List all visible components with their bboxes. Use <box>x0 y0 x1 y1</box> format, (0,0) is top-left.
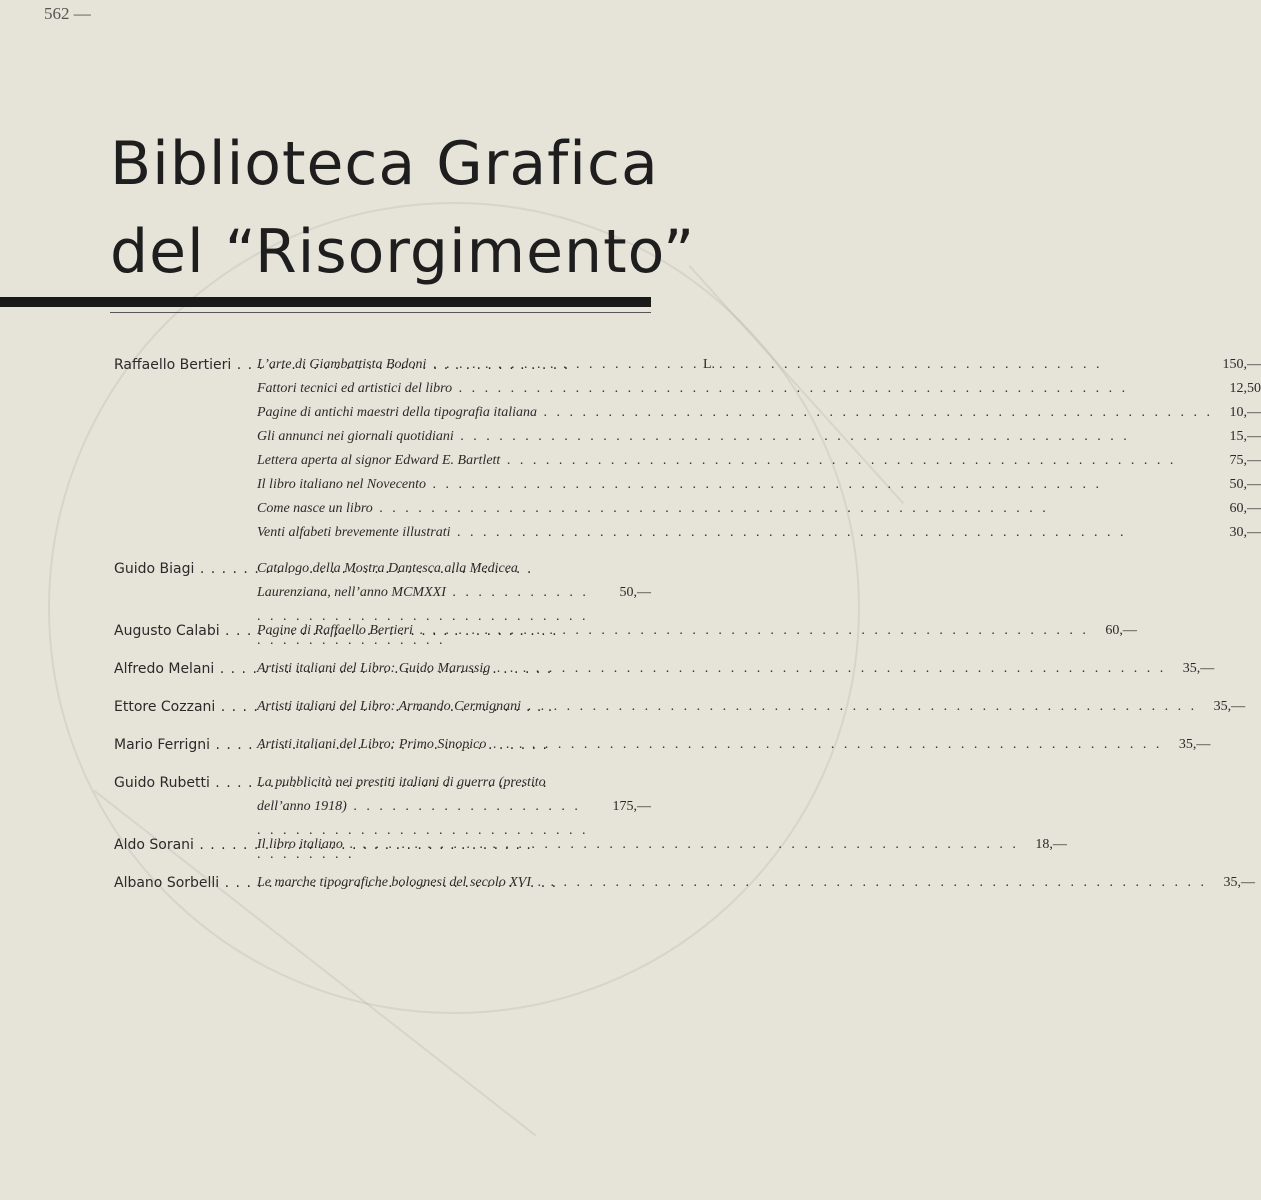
book-list <box>257 353 1261 545</box>
book-price: 10,— <box>1229 405 1261 420</box>
book-title: Il libro italiano nel Novecento . . . <box>257 473 1213 497</box>
book-price: 35,— <box>1182 661 1215 676</box>
book-price: 18,— <box>1035 837 1067 852</box>
book-row <box>257 833 1067 857</box>
book-list <box>257 733 1210 757</box>
book-price: 50,— <box>619 585 651 600</box>
currency-label: L. <box>703 353 719 377</box>
book-row <box>257 657 1214 681</box>
book-price: 15,— <box>1229 429 1261 444</box>
catalog-entry <box>114 353 1261 545</box>
book-row <box>257 449 1261 473</box>
book-price: 50,— <box>1229 477 1261 492</box>
book-row <box>257 557 651 605</box>
book-price: 35,— <box>1178 737 1211 752</box>
book-title: Lettera aperta al signor Edward E. Bartlett . . . <box>257 449 1213 473</box>
catalog-entry <box>114 733 1211 757</box>
book-title: Come nasce un libro . . . <box>257 497 1213 521</box>
book-list <box>257 619 1137 643</box>
book-row <box>257 425 1261 449</box>
author-name: Albano Sorbelli . . . <box>114 871 257 895</box>
book-price: 60,— <box>1105 623 1137 638</box>
title-rule-thick <box>0 297 651 307</box>
book-title: L’arte di Giambattista Bodoni . . . <box>257 353 1213 377</box>
book-title: La pubblicità nei prestiti italiani di guerra (prestito dell’anno 1918) . . . <box>257 771 603 819</box>
catalog-entry <box>114 833 1067 857</box>
author-name: Mario Ferrigni . . . <box>114 733 257 757</box>
book-price: 35,— <box>1213 699 1246 714</box>
catalog-entry <box>114 657 1215 681</box>
book-row <box>257 733 1210 757</box>
book-row <box>257 619 1137 643</box>
book-title: Pagine di Raffaello Bertieri . . . <box>257 619 1089 643</box>
catalog-entry <box>114 557 651 605</box>
book-row <box>257 871 1255 895</box>
author-name: Guido Rubetti . . . <box>114 771 257 795</box>
book-price: 150,— <box>1222 357 1261 372</box>
author-name: Raffaello Bertieri . . . <box>114 353 257 377</box>
page-number: 562 — <box>44 4 91 23</box>
book-title: Gli annunci nei giornali quotidiani . . . <box>257 425 1213 449</box>
book-price: 175,— <box>612 799 651 814</box>
book-row <box>257 497 1261 521</box>
book-title: Venti alfabeti brevemente illustrati . . . <box>257 521 1213 545</box>
author-name: Guido Biagi . . . <box>114 557 257 581</box>
book-price: 35,— <box>1223 875 1255 890</box>
author-name: Aldo Sorani . . . <box>114 833 257 857</box>
book-row <box>257 401 1261 425</box>
catalog-entry <box>114 619 1137 643</box>
title-rule-thin <box>110 312 651 313</box>
book-list <box>257 871 1255 895</box>
book-list <box>257 695 1245 719</box>
book-list <box>257 833 1067 857</box>
author-name: Alfredo Melani . . . <box>114 657 257 681</box>
book-list <box>257 771 651 819</box>
book-price: 30,— <box>1229 525 1261 540</box>
book-row <box>257 473 1261 497</box>
book-price: 75,— <box>1229 453 1261 468</box>
book-title: Le marche tipografiche bolognesi del secolo XVI . . . <box>257 871 1207 895</box>
book-price: 60,— <box>1229 501 1261 516</box>
catalog-entry <box>114 771 651 819</box>
book-row <box>257 377 1261 401</box>
book-row <box>257 771 651 819</box>
title-line-1: Biblioteca Grafica <box>110 129 659 199</box>
book-title: Fattori tecnici ed artistici del libro . . . <box>257 377 1213 401</box>
catalog-list <box>114 353 1261 895</box>
title-line-2: del “Risorgimento” <box>110 217 696 287</box>
book-row <box>257 695 1245 719</box>
catalog-entry <box>114 871 1255 895</box>
page-title <box>110 120 695 296</box>
book-row <box>257 521 1261 545</box>
book-title: Artisti italiani del Libro: Armando Cermignani . . . <box>257 695 1197 719</box>
book-title: Artisti italiani del Libro: Primo Sinopico . . . <box>257 733 1162 757</box>
book-title: Il libro italiano . . . <box>257 833 1019 857</box>
book-title: Artisti italiani del Libro: Guido Marussig . . . <box>257 657 1166 681</box>
book-list <box>257 657 1214 681</box>
book-title: Catalogo della Mostra Dantesca alla Medicea Laurenziana, nell’anno MCMXXI . . . <box>257 557 603 605</box>
author-name: Augusto Calabi . . . <box>114 619 257 643</box>
author-name: Ettore Cozzani . . . <box>114 695 257 719</box>
book-title: Pagine di antichi maestri della tipografia italiana . . . <box>257 401 1213 425</box>
book-price: 12,50 <box>1229 381 1261 396</box>
book-row <box>257 353 1261 377</box>
catalog-entry <box>114 695 1246 719</box>
book-list <box>257 557 651 605</box>
